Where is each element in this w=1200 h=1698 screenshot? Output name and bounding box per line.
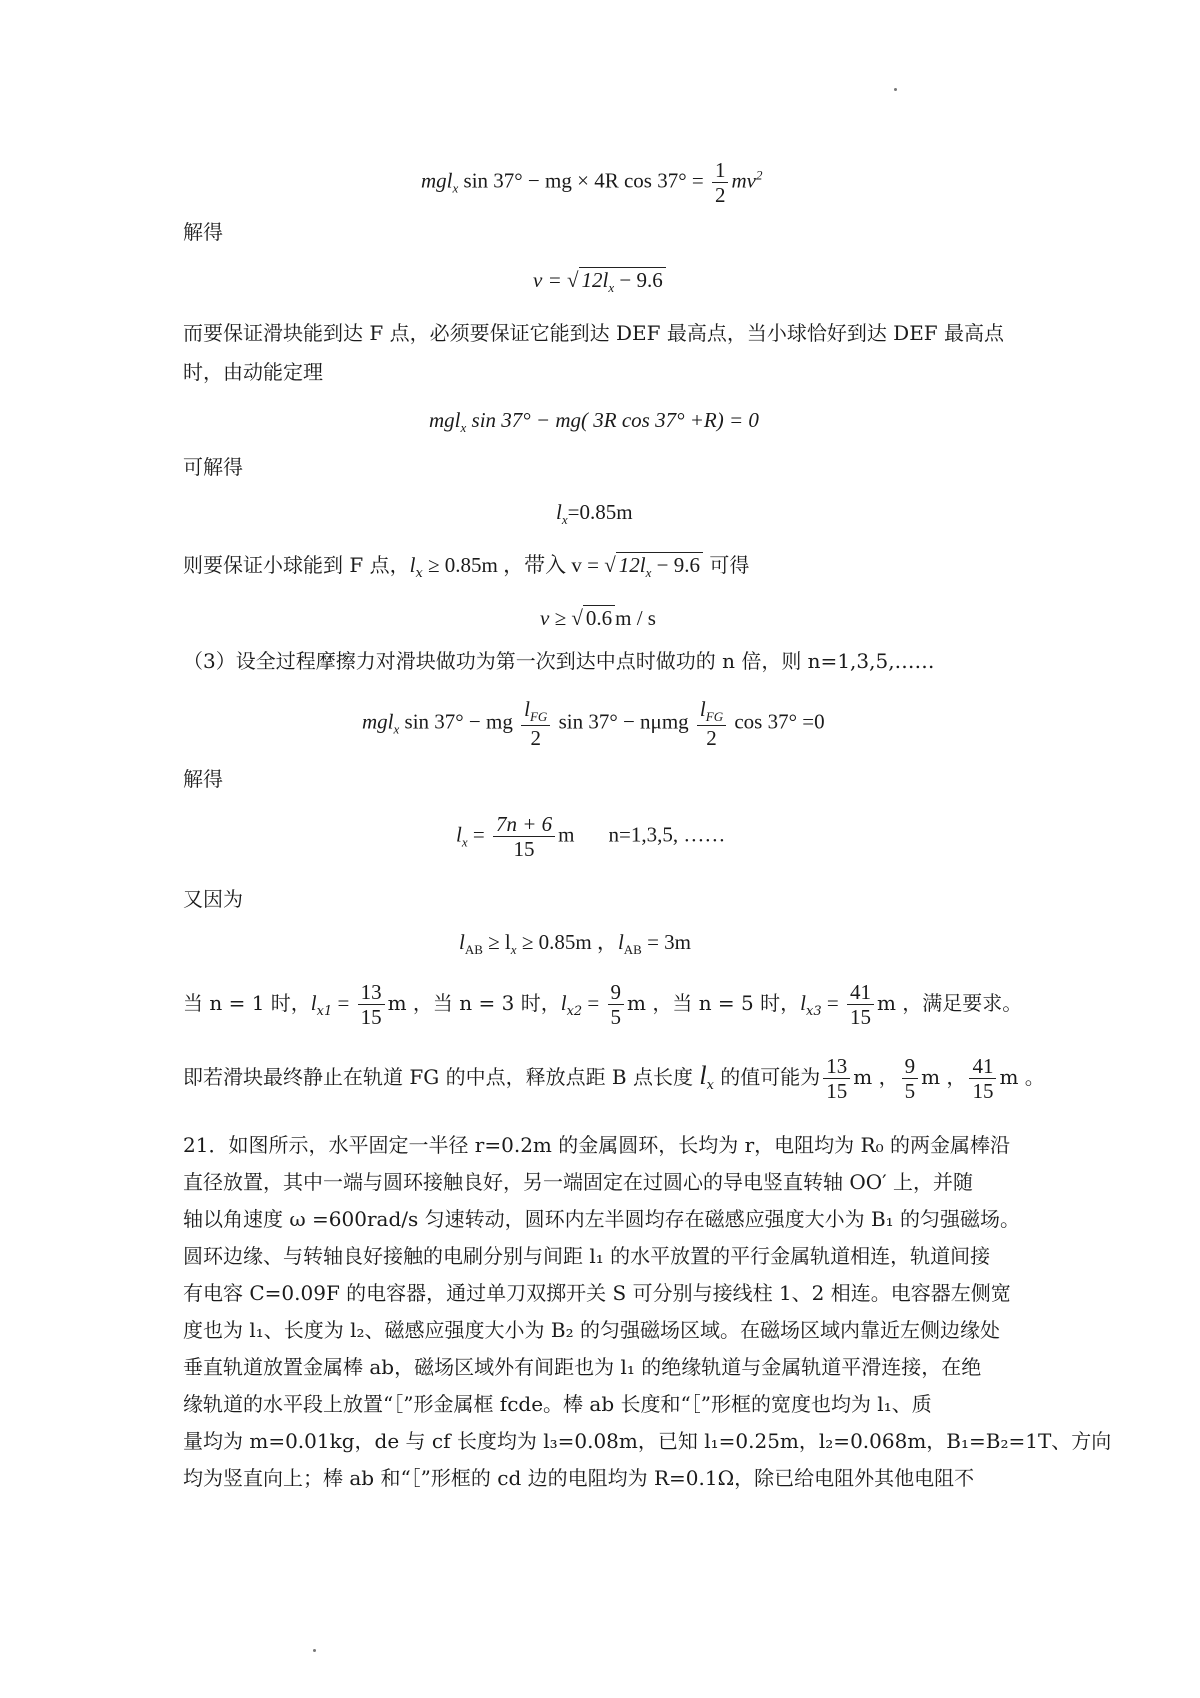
eq-text: n=1,3,5, …… (608, 822, 726, 847)
eq-text: m (558, 822, 575, 847)
eq-text: ≥ l (482, 930, 511, 954)
frac-den: 5 (904, 1079, 916, 1104)
eq-sub: x (452, 180, 459, 196)
text: m ，当 n = 3 时， (387, 991, 561, 1016)
eq-sub: x (461, 834, 468, 850)
eq-sub: FG (705, 709, 724, 724)
eq-text: =0.85m (567, 500, 633, 524)
question-21-line: 有电容 C=0.09F 的电容器，通过单刀双掷开关 S 可分别与接线柱 1、2 相连。电容器左侧宽 (183, 1281, 1011, 1305)
eq-text: mgl (362, 709, 394, 734)
eq-sub: x (608, 280, 615, 295)
eq-text: l (409, 553, 416, 577)
eq-text: cos 37° =0 (729, 709, 825, 734)
text: m ，满足要求。 (876, 991, 1023, 1016)
eq-text: ≥ 0.85m ，带入 v = (422, 553, 605, 577)
equation-lx (556, 500, 633, 528)
eq-text: sin 37° − mg( 3R cos 37° +R) = 0 (466, 408, 759, 432)
fraction (521, 697, 550, 750)
radical (616, 553, 703, 581)
eq-text: l (560, 991, 567, 1016)
eq-text: sin 37° − nμmg (553, 709, 694, 734)
frac-num: 9 (902, 1054, 919, 1079)
eq-text: l (699, 1061, 707, 1091)
eq-text: mv (731, 168, 756, 193)
text: 可得 (702, 553, 750, 577)
radical (579, 268, 666, 296)
frac-den: 2 (530, 725, 541, 750)
eq-text: l (556, 500, 562, 524)
eq-text: = (821, 991, 844, 1016)
frac-num: l (699, 697, 706, 721)
eq-text: m / s (615, 606, 656, 630)
fraction (358, 980, 385, 1029)
eq-text: 12l (581, 268, 609, 292)
eq-sup: 2 (755, 167, 763, 183)
text: 的值可能为 (713, 1065, 821, 1090)
eq-sub: x (645, 565, 652, 580)
eq-text: sin 37° − mg × 4R cos 37° = (458, 168, 709, 193)
eq-sub: AB (623, 942, 642, 957)
paragraph-cases (183, 980, 1022, 1029)
eq-sub: FG (529, 709, 548, 724)
text: m ，当 n = 5 时， (627, 991, 801, 1016)
eq-text: 12l (618, 553, 646, 577)
eq-sub: x (706, 1078, 714, 1094)
eq-sub: AB (464, 942, 483, 957)
fraction (969, 1054, 996, 1103)
frac-den: 15 (513, 837, 535, 862)
question-21-line: 度也为 l₁、长度为 l₂、磁感应强度大小为 B₂ 的匀强磁场区域。在磁场区域内靠近左侧边缘处 (183, 1318, 1000, 1342)
fraction (697, 697, 726, 750)
text-kejiede: 可解得 (183, 455, 243, 479)
eq-sub: x1 (316, 1004, 333, 1020)
frac-den: 2 (706, 725, 717, 750)
fraction (847, 980, 874, 1029)
frac-num: 41 (847, 980, 874, 1005)
frac-den: 15 (849, 1005, 871, 1030)
text: m 。 (999, 1065, 1045, 1090)
eq-text: l (459, 930, 465, 954)
eq-text: l (310, 991, 317, 1016)
question-21-line: 垂直轨道放置金属棒 ab，磁场区域外有间距也为 l₁ 的绝缘轨道与金属轨道平滑连接，在绝 (183, 1355, 982, 1379)
eq-sub: x (415, 566, 423, 581)
eq-text: v ≥ (540, 606, 572, 630)
sqrt-icon: √ (604, 553, 616, 577)
frac-den: 2 (714, 183, 726, 208)
frac-num: 9 (608, 980, 625, 1005)
text: m ， (853, 1065, 899, 1090)
text: m ， (921, 1065, 967, 1090)
eq-text: ≥ 0.85m ， (516, 930, 618, 954)
eq-sub: x2 (566, 1004, 583, 1020)
fraction (823, 1054, 850, 1103)
eq-text: l (456, 822, 462, 847)
paragraph-conclusion (183, 1054, 1045, 1103)
equation-friction (362, 697, 825, 750)
scan-speck (894, 88, 897, 91)
text: 当 n = 1 时， (183, 991, 311, 1016)
eq-text: 0.6 (583, 605, 615, 630)
eq-text: mgl (421, 168, 453, 193)
eq-sub: x (561, 512, 568, 527)
question-21-line: 直径放置，其中一端与圆环接触良好，另一端固定在过圆心的导电竖直转轴 OO′ 上，并随 (183, 1170, 974, 1194)
equation-velocity (533, 268, 666, 296)
eq-text: = (467, 822, 490, 847)
question-21-line: 21．如图所示，水平固定一半径 r=0.2m 的金属圆环，长均为 r，电阻均为 R₀ 的两金属棒沿 (183, 1133, 1010, 1157)
question-21-line: 量均为 m=0.01kg，de 与 cf 长度均为 l₃=0.08m，已知 l₁=0.25m，l₂=0.068m，B₁=B₂=1T、方向 (183, 1429, 1112, 1453)
fraction (712, 158, 729, 207)
sqrt-icon: √ (567, 268, 579, 292)
text: 即若滑块最终静止在轨道 FG 的中点，释放点距 B 点长度 (183, 1065, 700, 1090)
equation-energy-1 (421, 158, 762, 207)
frac-num: l (524, 697, 530, 721)
equation-range (459, 930, 691, 958)
fraction (493, 812, 555, 861)
frac-den: 15 (360, 1005, 382, 1030)
fraction (902, 1054, 919, 1103)
frac-num: 13 (823, 1054, 850, 1079)
eq-text: − 9.6 (614, 268, 663, 292)
fraction (608, 980, 625, 1029)
paragraph-part3: （3）设全过程摩擦力对滑块做功为第一次到达中点时做功的 n 倍，则 n=1,3,5,…… (183, 649, 935, 673)
text: 则要保证小球能到 F 点， (183, 553, 410, 577)
text-jiede: 解得 (183, 220, 223, 244)
frac-num: 13 (358, 980, 385, 1005)
frac-num: 1 (712, 158, 729, 183)
paragraph-line: 而要保证滑块能到达 F 点，必须要保证它能到达 DEF 最高点，当小球恰好到达 DEF 最高点 (183, 321, 1005, 345)
frac-num: 7n + 6 (493, 812, 555, 837)
eq-text: l (617, 930, 624, 954)
eq-text: = (582, 991, 605, 1016)
eq-text: mgl (429, 408, 461, 432)
frac-den: 15 (972, 1079, 994, 1104)
eq-sub: x (393, 721, 400, 737)
eq-text: = 3m (641, 930, 692, 954)
equation-lx-general (456, 812, 725, 861)
equation-v-min (540, 606, 656, 631)
sqrt-icon: √ (571, 606, 583, 630)
question-21-line: 圆环边缘、与转轴良好接触的电刷分别与间距 l₁ 的水平放置的平行金属轨道相连，轨道间接 (183, 1244, 991, 1268)
eq-text: l (800, 991, 806, 1016)
eq-sub: x (510, 942, 517, 957)
eq-text: − 9.6 (651, 553, 700, 577)
eq-sub: x (460, 420, 467, 435)
question-21-line: 轴以角速度 ω =600rad/s 匀速转动，圆环内左半圆均存在磁感应强度大小为 B₁ 的匀强磁场。 (183, 1207, 1021, 1231)
paragraph-line: 时，由动能定理 (183, 360, 323, 384)
text-youyinwei: 又因为 (183, 887, 243, 911)
equation-energy-2 (429, 408, 759, 436)
scan-speck (313, 1649, 316, 1652)
paragraph-condition (183, 553, 749, 582)
frac-den: 15 (826, 1079, 848, 1104)
frac-num: 41 (969, 1054, 996, 1079)
question-21-line: 缘轨道的水平段上放置“［”形金属框 fcde。棒 ab 长度和“［”形框的宽度也均为 l₁、质 (183, 1392, 932, 1416)
eq-text: v = (533, 268, 567, 292)
text-jiede: 解得 (183, 767, 223, 791)
radical (583, 606, 615, 631)
eq-text: sin 37° − mg (399, 709, 519, 734)
question-21-line: 均为竖直向上；棒 ab 和“［”形框的 cd 边的电阻均为 R=0.1Ω，除已给电阻外其他电阻不 (183, 1466, 975, 1490)
frac-den: 5 (610, 1005, 622, 1030)
eq-text: = (332, 991, 355, 1016)
eq-sub: x3 (805, 1004, 822, 1020)
